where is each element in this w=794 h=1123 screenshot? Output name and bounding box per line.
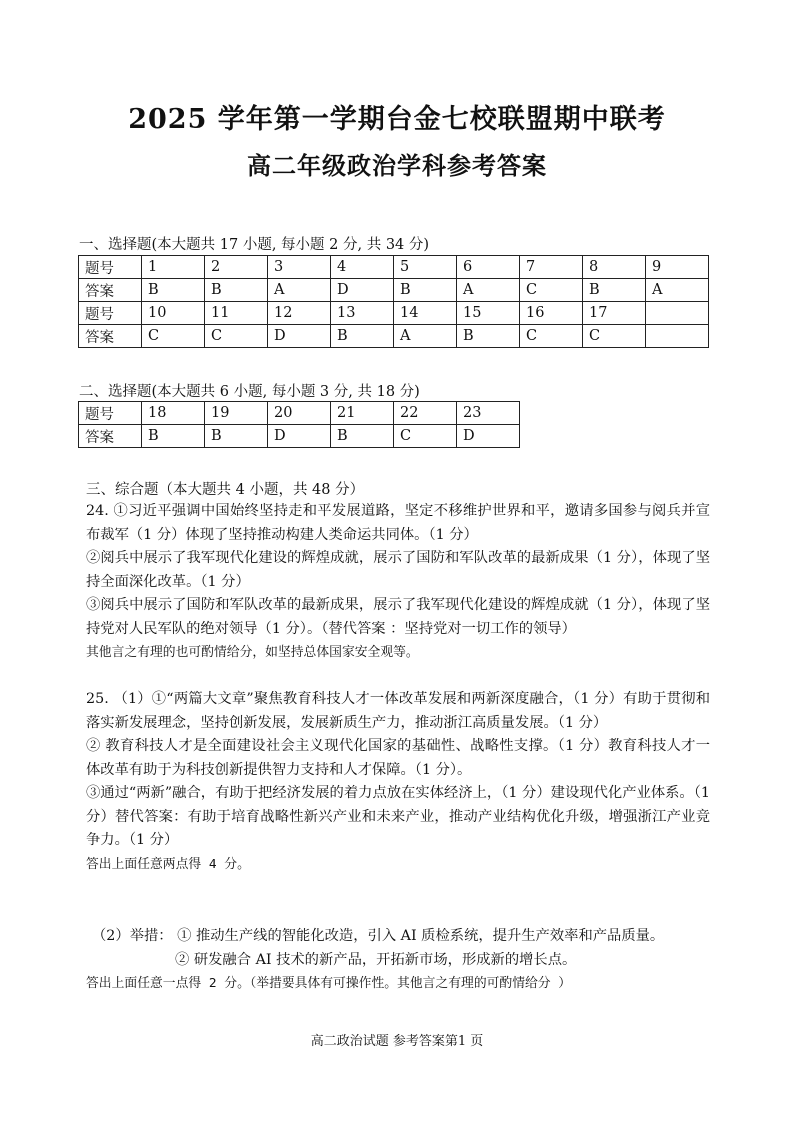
question-number: 21 (331, 402, 394, 425)
question-number: 11 (205, 302, 268, 325)
question-number: 13 (331, 302, 394, 325)
q24-answer (86, 500, 710, 665)
q24-scoring-note: 其他言之有理的也可酌情给分，如坚持总体国家安全观等。 (86, 645, 419, 660)
answer-cell: C (205, 325, 268, 348)
question-number: 3 (268, 256, 331, 279)
section1-heading: 一、选择题(本大题共 17 小题, 每小题 2 分, 共 34 分) (79, 237, 430, 253)
question-number: 14 (394, 302, 457, 325)
question-number: 19 (205, 402, 268, 425)
question-number: 4 (331, 256, 394, 279)
question-number: 23 (457, 402, 520, 425)
question-number: 22 (394, 402, 457, 425)
answer-cell: B (331, 325, 394, 348)
answer-cell: C (142, 325, 205, 348)
page-title: 2025 学年第一学期台金七校联盟期中联考 (128, 104, 666, 135)
q25-part2-measure-2: ② 研发融合 AI 技术的新产品，开拓新市场，形成新的增长点。 (175, 951, 577, 968)
row-label: 答案 (79, 425, 142, 448)
question-number: 5 (394, 256, 457, 279)
answer-cell: B (394, 279, 457, 302)
answer-cell: B (205, 425, 268, 448)
row-label: 题号 (79, 402, 142, 425)
table-row (79, 256, 709, 279)
question-number (646, 302, 709, 325)
question-number: 1 (142, 256, 205, 279)
table-row (79, 402, 520, 425)
table-row (79, 279, 709, 302)
question-number: 9 (646, 256, 709, 279)
answer-cell: C (520, 279, 583, 302)
question-number: 8 (583, 256, 646, 279)
section1-answer-table (78, 255, 709, 348)
q25-part2-measure-1: （2）举措： ① 推动生产线的智能化改造，引入 AI 质检系统，提升生产效率和产品质量。 (92, 928, 665, 944)
answer-cell: D (268, 325, 331, 348)
question-number: 10 (142, 302, 205, 325)
answer-cell: A (268, 279, 331, 302)
answer-cell: A (646, 279, 709, 302)
answer-cell: D (457, 425, 520, 448)
row-label: 题号 (79, 302, 142, 325)
table-row (79, 425, 520, 448)
q24-point-2: ②阅兵中展示了我军现代化建设的辉煌成就，展示了国防和军队改革的最新成果（1 分），体现了坚持全面深化改革。（1 分） (86, 550, 710, 590)
page-subtitle: 高二年级政治学科参考答案 (247, 151, 547, 180)
q24-point-3: ③阅兵中展示了国防和军队改革的最新成果，展示了我军现代化建设的辉煌成就（1 分），体现了坚持党对人民军队的绝对领导（1 分）。（替代答案 ：坚持党对一切工作的领导） (86, 597, 710, 637)
q25-point-2: ② 教育科技人才是全面建设社会主义现代化国家的基础性、战略性支撑。（1 分）教育科技人才一体改革有助于为科技创新提供智力支持和人才保障。（1 分）。 (86, 738, 710, 778)
section3-heading: 三、综合题（本大题共 4 小题，共 48 分） (86, 482, 365, 498)
page-footer: 高二政治试题 参考答案第1 页 (310, 1034, 484, 1049)
question-number: 20 (268, 402, 331, 425)
q24-point-1: 24. ①习近平强调中国始终坚持走和平发展道路，坚定不移维护世界和平，邀请多国参与阅兵并宣布裁军（1 分）体现了坚持推动构建人类命运共同体。（1 分） (86, 503, 710, 543)
q25-point-3: ③通过“两新”融合，有助于把经济发展的着力点放在实体经济上，（1 分）建设现代化产业体系。（1 分）替代答案：有助于培育战略性新兴产业和未来产业，推动产业结构优化升级，增强浙江产业竞争力。（1 分） (86, 785, 710, 848)
row-label: 答案 (79, 325, 142, 348)
table-row (79, 302, 709, 325)
answer-cell: B (142, 279, 205, 302)
question-number: 17 (583, 302, 646, 325)
q25-point-1: 25. （1）①“两篇大文章”聚焦教育科技人才一体改革发展和两新深度融合，（1 分）有助于贯彻和落实新发展理念，坚持创新发展，发展新质生产力，推动浙江高质量发展。（1 分） (86, 691, 710, 731)
row-label: 答案 (79, 279, 142, 302)
answer-cell (646, 325, 709, 348)
answer-cell: B (142, 425, 205, 448)
section2-answer-table (78, 401, 520, 448)
question-number: 16 (520, 302, 583, 325)
q25-part1-scoring-note: 答出上面任意两点得 4 分。 (86, 856, 250, 872)
q25-part2-answer (92, 925, 722, 972)
row-label: 题号 (79, 256, 142, 279)
question-number: 18 (142, 402, 205, 425)
q25-part1-answer (86, 688, 710, 876)
answer-cell: C (520, 325, 583, 348)
table-row (79, 325, 709, 348)
answer-cell: B (583, 279, 646, 302)
question-number: 6 (457, 256, 520, 279)
answer-cell: B (205, 279, 268, 302)
question-number: 15 (457, 302, 520, 325)
question-number: 12 (268, 302, 331, 325)
answer-cell: A (394, 325, 457, 348)
answer-cell: C (394, 425, 457, 448)
answer-cell: B (457, 325, 520, 348)
question-number: 7 (520, 256, 583, 279)
q25-part2-scoring-note: 答出上面任意一点得 2 分。（举措要具体有可操作性。其他言之有理的可酌情给分 ） (86, 976, 572, 991)
answer-cell: D (331, 279, 394, 302)
section2-heading: 二、选择题(本大题共 6 小题, 每小题 3 分, 共 18 分) (79, 384, 420, 400)
answer-cell: A (457, 279, 520, 302)
answer-cell: D (268, 425, 331, 448)
answer-cell: C (583, 325, 646, 348)
question-number: 2 (205, 256, 268, 279)
answer-cell: B (331, 425, 394, 448)
